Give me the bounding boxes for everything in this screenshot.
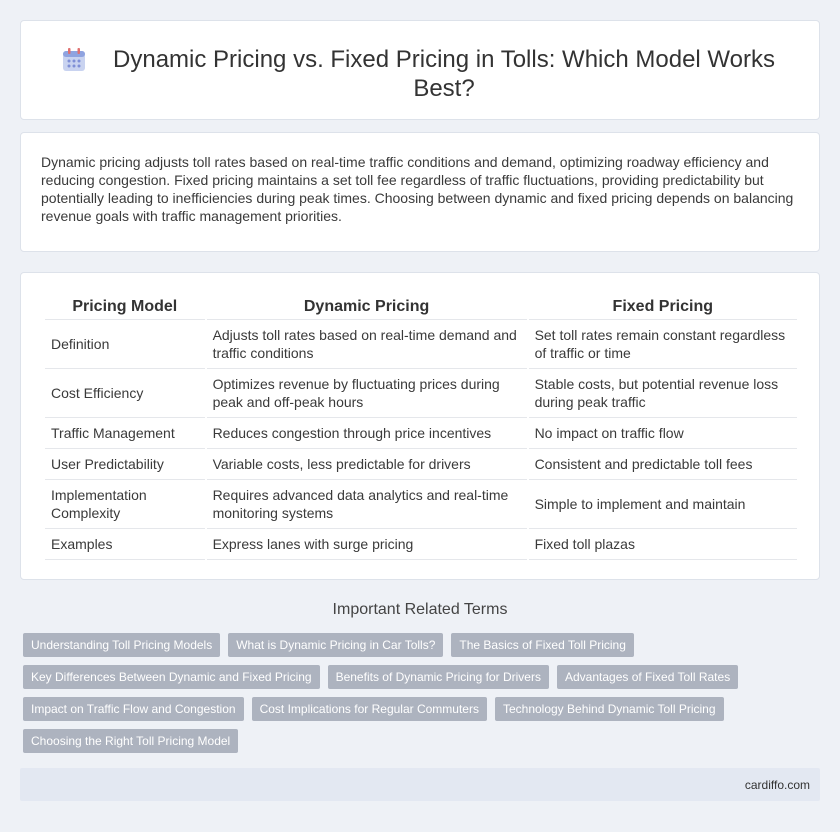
column-header: Pricing Model (45, 295, 205, 320)
table-cell: No impact on traffic flow (529, 418, 797, 449)
table-cell: Optimizes revenue by fluctuating prices during peak and off-peak hours (207, 369, 527, 418)
related-terms-heading: Important Related Terms (332, 601, 508, 618)
table-row (45, 529, 797, 560)
related-term-tag[interactable]: Key Differences Between Dynamic and Fixed Pricing (23, 665, 320, 689)
table-row (45, 480, 797, 529)
column-header: Fixed Pricing (529, 295, 797, 320)
intro-paragraph: Dynamic pricing adjusts toll rates based on real-time traffic conditions and demand, optimizing roadway efficiency and reducing congestion. Fixed pricing maintains a set toll fee regardless of traffic fluctuations, providing predictability but potentially leading to inefficiencies during peak times. Choosing between dynamic and fixed pricing depends on balancing revenue goals with traffic management priorities. (41, 154, 794, 224)
page-title: Dynamic Pricing vs. Fixed Pricing in Tolls: Which Model Works Best? (113, 46, 775, 102)
table-cell: Simple to implement and maintain (529, 480, 797, 529)
column-header: Dynamic Pricing (207, 295, 527, 320)
intro-card (20, 132, 820, 252)
table-cell: Variable costs, less predictable for drivers (207, 449, 527, 480)
related-terms-tags (23, 633, 803, 753)
related-term-tag[interactable]: Choosing the Right Toll Pricing Model (23, 729, 238, 753)
table-header-row (45, 295, 797, 320)
related-term-tag[interactable]: Advantages of Fixed Toll Rates (557, 665, 738, 689)
table-cell: Set toll rates remain constant regardless of traffic or time (529, 320, 797, 369)
table-cell: Consistent and predictable toll fees (529, 449, 797, 480)
table-cell: Fixed toll plazas (529, 529, 797, 560)
table-row (45, 320, 797, 369)
table-cell: Implementation Complexity (45, 480, 205, 529)
table-cell: Reduces congestion through price incentives (207, 418, 527, 449)
table-cell: Adjusts toll rates based on real-time demand and traffic conditions (207, 320, 527, 369)
footer-site-link[interactable]: cardiffo.com (744, 777, 810, 792)
table-cell: Requires advanced data analytics and real-time monitoring systems (207, 480, 527, 529)
table-cell: Cost Efficiency (45, 369, 205, 418)
calendar-icon (61, 47, 87, 73)
related-term-tag[interactable]: Understanding Toll Pricing Models (23, 633, 220, 657)
footer (20, 768, 820, 801)
table-cell: Traffic Management (45, 418, 205, 449)
table-cell: Definition (45, 320, 205, 369)
table-cell: Express lanes with surge pricing (207, 529, 527, 560)
comparison-card (20, 272, 820, 580)
title-wrap (21, 21, 819, 103)
table-row (45, 369, 797, 418)
table-row (45, 418, 797, 449)
table-cell: User Predictability (45, 449, 205, 480)
table-row (45, 449, 797, 480)
table-cell: Examples (45, 529, 205, 560)
related-term-tag[interactable]: The Basics of Fixed Toll Pricing (451, 633, 634, 657)
related-term-tag[interactable]: Cost Implications for Regular Commuters (252, 697, 487, 721)
related-term-tag[interactable]: What is Dynamic Pricing in Car Tolls? (228, 633, 443, 657)
header-card (20, 20, 820, 120)
related-term-tag[interactable]: Impact on Traffic Flow and Congestion (23, 697, 244, 721)
table-cell: Stable costs, but potential revenue loss during peak traffic (529, 369, 797, 418)
comparison-table (43, 295, 799, 560)
related-term-tag[interactable]: Benefits of Dynamic Pricing for Drivers (328, 665, 549, 689)
related-term-tag[interactable]: Technology Behind Dynamic Toll Pricing (495, 697, 724, 721)
